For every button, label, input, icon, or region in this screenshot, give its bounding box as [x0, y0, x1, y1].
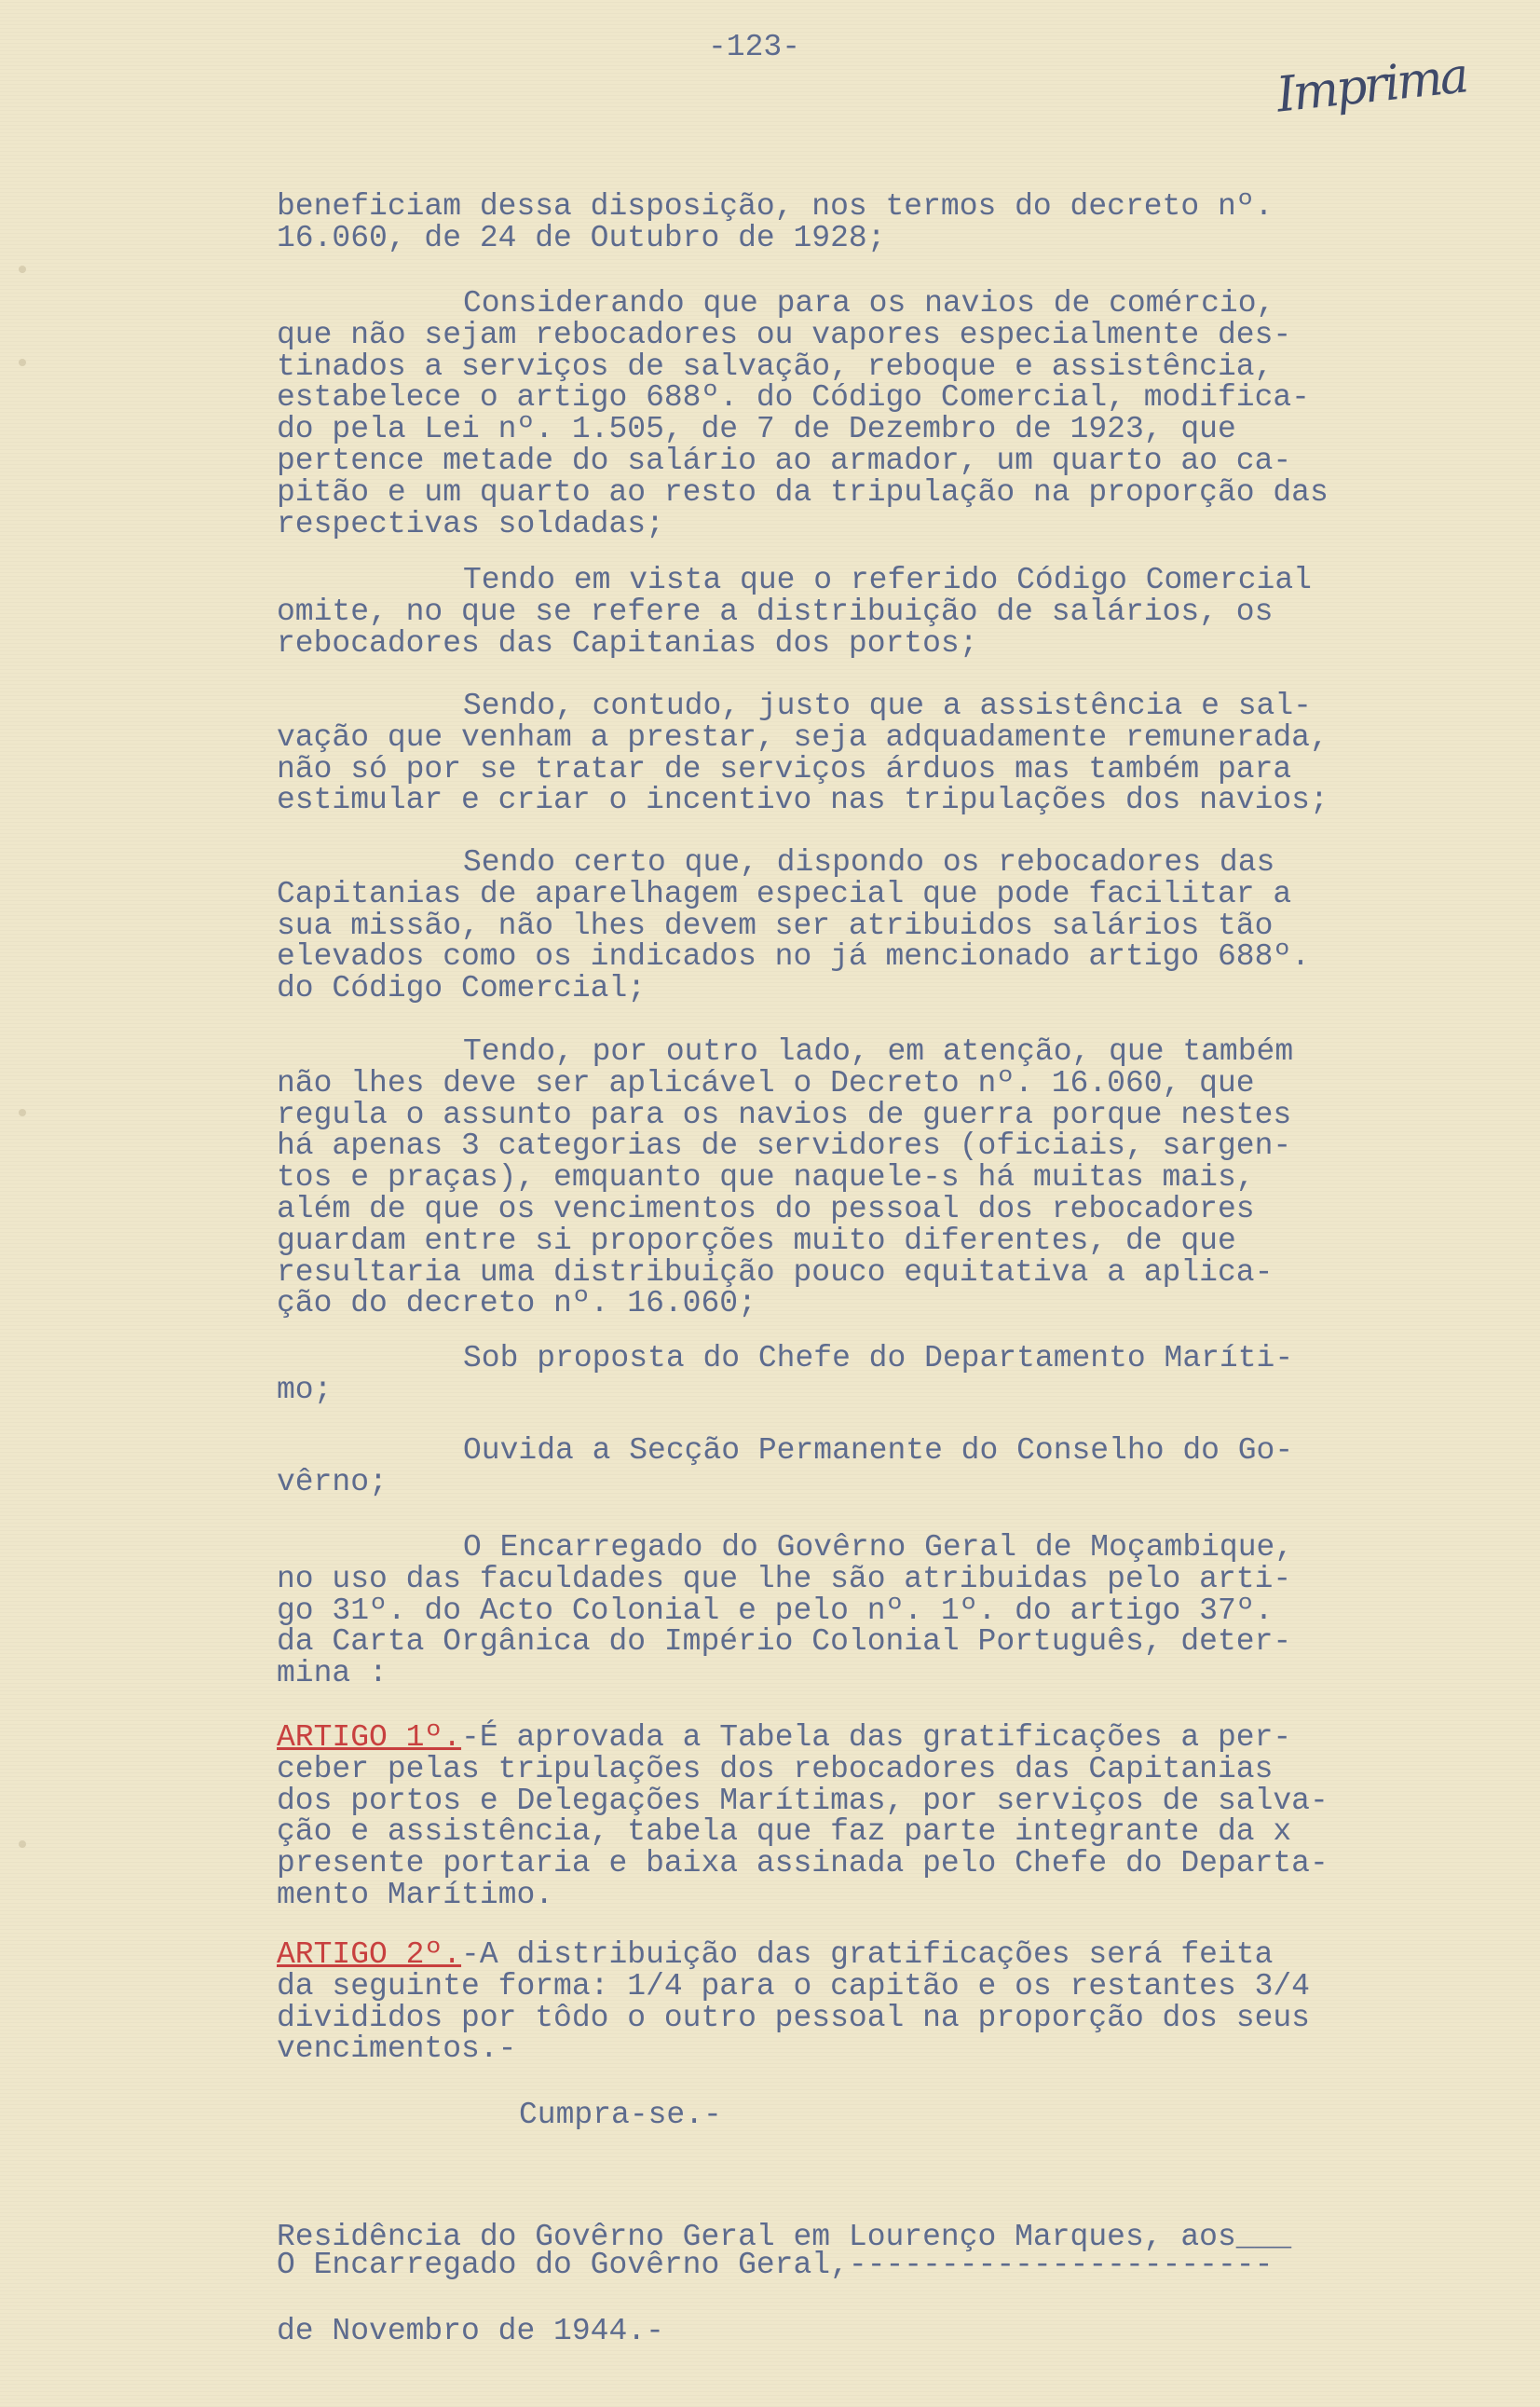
text-line: não lhes deve ser aplicável o Decreto nº. 16.060, que: [277, 1065, 1255, 1101]
text-line: Tendo, por outro lado, em atenção, que também: [463, 1034, 1294, 1069]
text-line: 16.060, de 24 de Outubro de 1928;: [277, 220, 886, 255]
text-line: -É aprovada a Tabela das gratificações a per-: [461, 1720, 1292, 1755]
text-line: Ouvida a Secção Permanente do Conselho do Go-: [463, 1433, 1294, 1468]
text-line: regula o assunto para os navios de guerra porque nestes: [277, 1097, 1292, 1132]
paragraph: [277, 1532, 1293, 1689]
residence-line: de Novembro de 1944.-: [277, 2313, 664, 2348]
handwritten-note: Imprima: [1274, 48, 1469, 124]
paragraph: [277, 565, 1312, 659]
text-line: no uso das faculdades que lhe são atribuidas pelo arti-: [277, 1561, 1292, 1596]
article-first-line: [277, 1722, 1329, 1754]
article-first-line: [277, 1939, 1310, 1971]
text-line: Sendo certo que, dispondo os rebocadores das: [463, 845, 1275, 880]
text-line: tos e praças), emquanto que naquele-s há muitas mais,: [277, 1160, 1255, 1196]
paragraph: [277, 847, 1310, 1005]
paragraph: [277, 1036, 1293, 1320]
binding-hole: [19, 359, 26, 366]
text-line: da seguinte forma: 1/4 para o capitão e os restantes 3/4: [277, 1968, 1310, 2004]
text-line: há apenas 3 categorias de servidores (oficiais, sargen-: [277, 1128, 1292, 1164]
residence-line: Residência do Govêrno Geral em Lourenço Marques, aos___: [277, 2219, 1292, 2254]
text-line: elevados como os indicados no já mencionado artigo 688º.: [277, 939, 1310, 975]
text-line: ção do decreto nº. 16.060;: [277, 1286, 756, 1321]
text-line: da Carta Orgânica do Império Colonial Português, deter-: [277, 1624, 1292, 1660]
text-line: dos portos e Delegações Marítimas, por serviços de salva-: [277, 1783, 1329, 1818]
text-line: O Encarregado do Govêrno Geral de Moçambique,: [463, 1530, 1294, 1565]
text-line: omite, no que se refere a distribuição de salários, os: [277, 594, 1274, 629]
text-line: pertence metade do salário ao armador, um quarto ao ca-: [277, 443, 1292, 478]
article-2: [277, 1939, 1310, 2065]
cumpra-se: Cumpra-se.-: [519, 2098, 722, 2132]
text-line: que não sejam rebocadores ou vapores especialmente des-: [277, 317, 1292, 352]
paragraph: [277, 1343, 1293, 1406]
text-line: vencimentos.-: [277, 2031, 517, 2067]
text-line: Sob proposta do Chefe do Departamento Maríti-: [463, 1341, 1294, 1375]
text-line: do Código Comercial;: [277, 971, 647, 1006]
text-line: mento Marítimo.: [277, 1877, 554, 1912]
text-line: ceber pelas tripulações dos rebocadores das Capitanias: [277, 1751, 1274, 1786]
signatory-line: O Encarregado do Govêrno Geral,-----------------------: [277, 2248, 1274, 2282]
text-line: tinados a serviços de salvação, reboque e assistência,: [277, 349, 1274, 384]
paragraph: [277, 191, 1273, 254]
text-line: respectivas soldadas;: [277, 506, 664, 541]
article-1: [277, 1722, 1329, 1911]
text-line: beneficiam dessa disposição, nos termos do decreto nº.: [277, 189, 1274, 224]
text-line: divididos por tôdo o outro pessoal na proporção dos seus: [277, 2000, 1310, 2035]
text-line: do pela Lei nº. 1.505, de 7 de Dezembro de 1923, que: [277, 412, 1236, 447]
text-line: mina :: [277, 1656, 388, 1691]
binding-hole: [19, 266, 26, 273]
article-label: ARTIGO 1º.: [277, 1720, 462, 1755]
paragraph: [277, 1435, 1293, 1498]
text-line: mo;: [277, 1372, 333, 1407]
text-line: Sendo, contudo, justo que a assistência e sal-: [463, 689, 1312, 723]
text-line: além de que os vencimentos do pessoal dos rebocadores: [277, 1191, 1255, 1226]
text-line: go 31º. do Acto Colonial e pelo nº. 1º. do artigo 37º.: [277, 1593, 1274, 1628]
text-line: estimular e criar o incentivo nas tripulações dos navios;: [277, 783, 1329, 818]
text-line: Tendo em vista que o referido Código Comercial: [463, 563, 1312, 597]
text-line: não só por se tratar de serviços árduos mas também para: [277, 751, 1292, 786]
text-line: -A distribuição das gratificações será feita: [461, 1937, 1274, 1972]
page-number: -123-: [708, 30, 801, 64]
binding-hole: [19, 1840, 26, 1848]
text-line: Capitanias de aparelhagem especial que pode facilitar a: [277, 876, 1292, 911]
paragraph: [277, 288, 1329, 540]
text-line: Considerando que para os navios de comércio,: [463, 286, 1275, 321]
text-line: pitão e um quarto ao resto da tripulação na proporção das: [277, 474, 1329, 510]
text-line: presente portaria e baixa assinada pelo Chefe do Departa-: [277, 1846, 1329, 1881]
text-line: resultaria uma distribuição pouco equitativa a aplica-: [277, 1254, 1274, 1290]
text-line: vação que venham a prestar, seja adquadamente remunerada,: [277, 719, 1329, 755]
article-label: ARTIGO 2º.: [277, 1937, 462, 1972]
text-line: ção e assistência, tabela que faz parte integrante da x: [277, 1814, 1292, 1850]
text-line: vêrno;: [277, 1464, 388, 1499]
text-line: rebocadores das Capitanias dos portos;: [277, 625, 978, 661]
text-line: sua missão, não lhes devem ser atribuidos salários tão: [277, 908, 1274, 943]
text-line: guardam entre si proporções muito diferentes, de que: [277, 1223, 1236, 1258]
paragraph: [277, 691, 1329, 816]
text-line: estabelece o artigo 688º. do Código Comercial, modifica-: [277, 380, 1310, 416]
binding-hole: [19, 1109, 26, 1116]
